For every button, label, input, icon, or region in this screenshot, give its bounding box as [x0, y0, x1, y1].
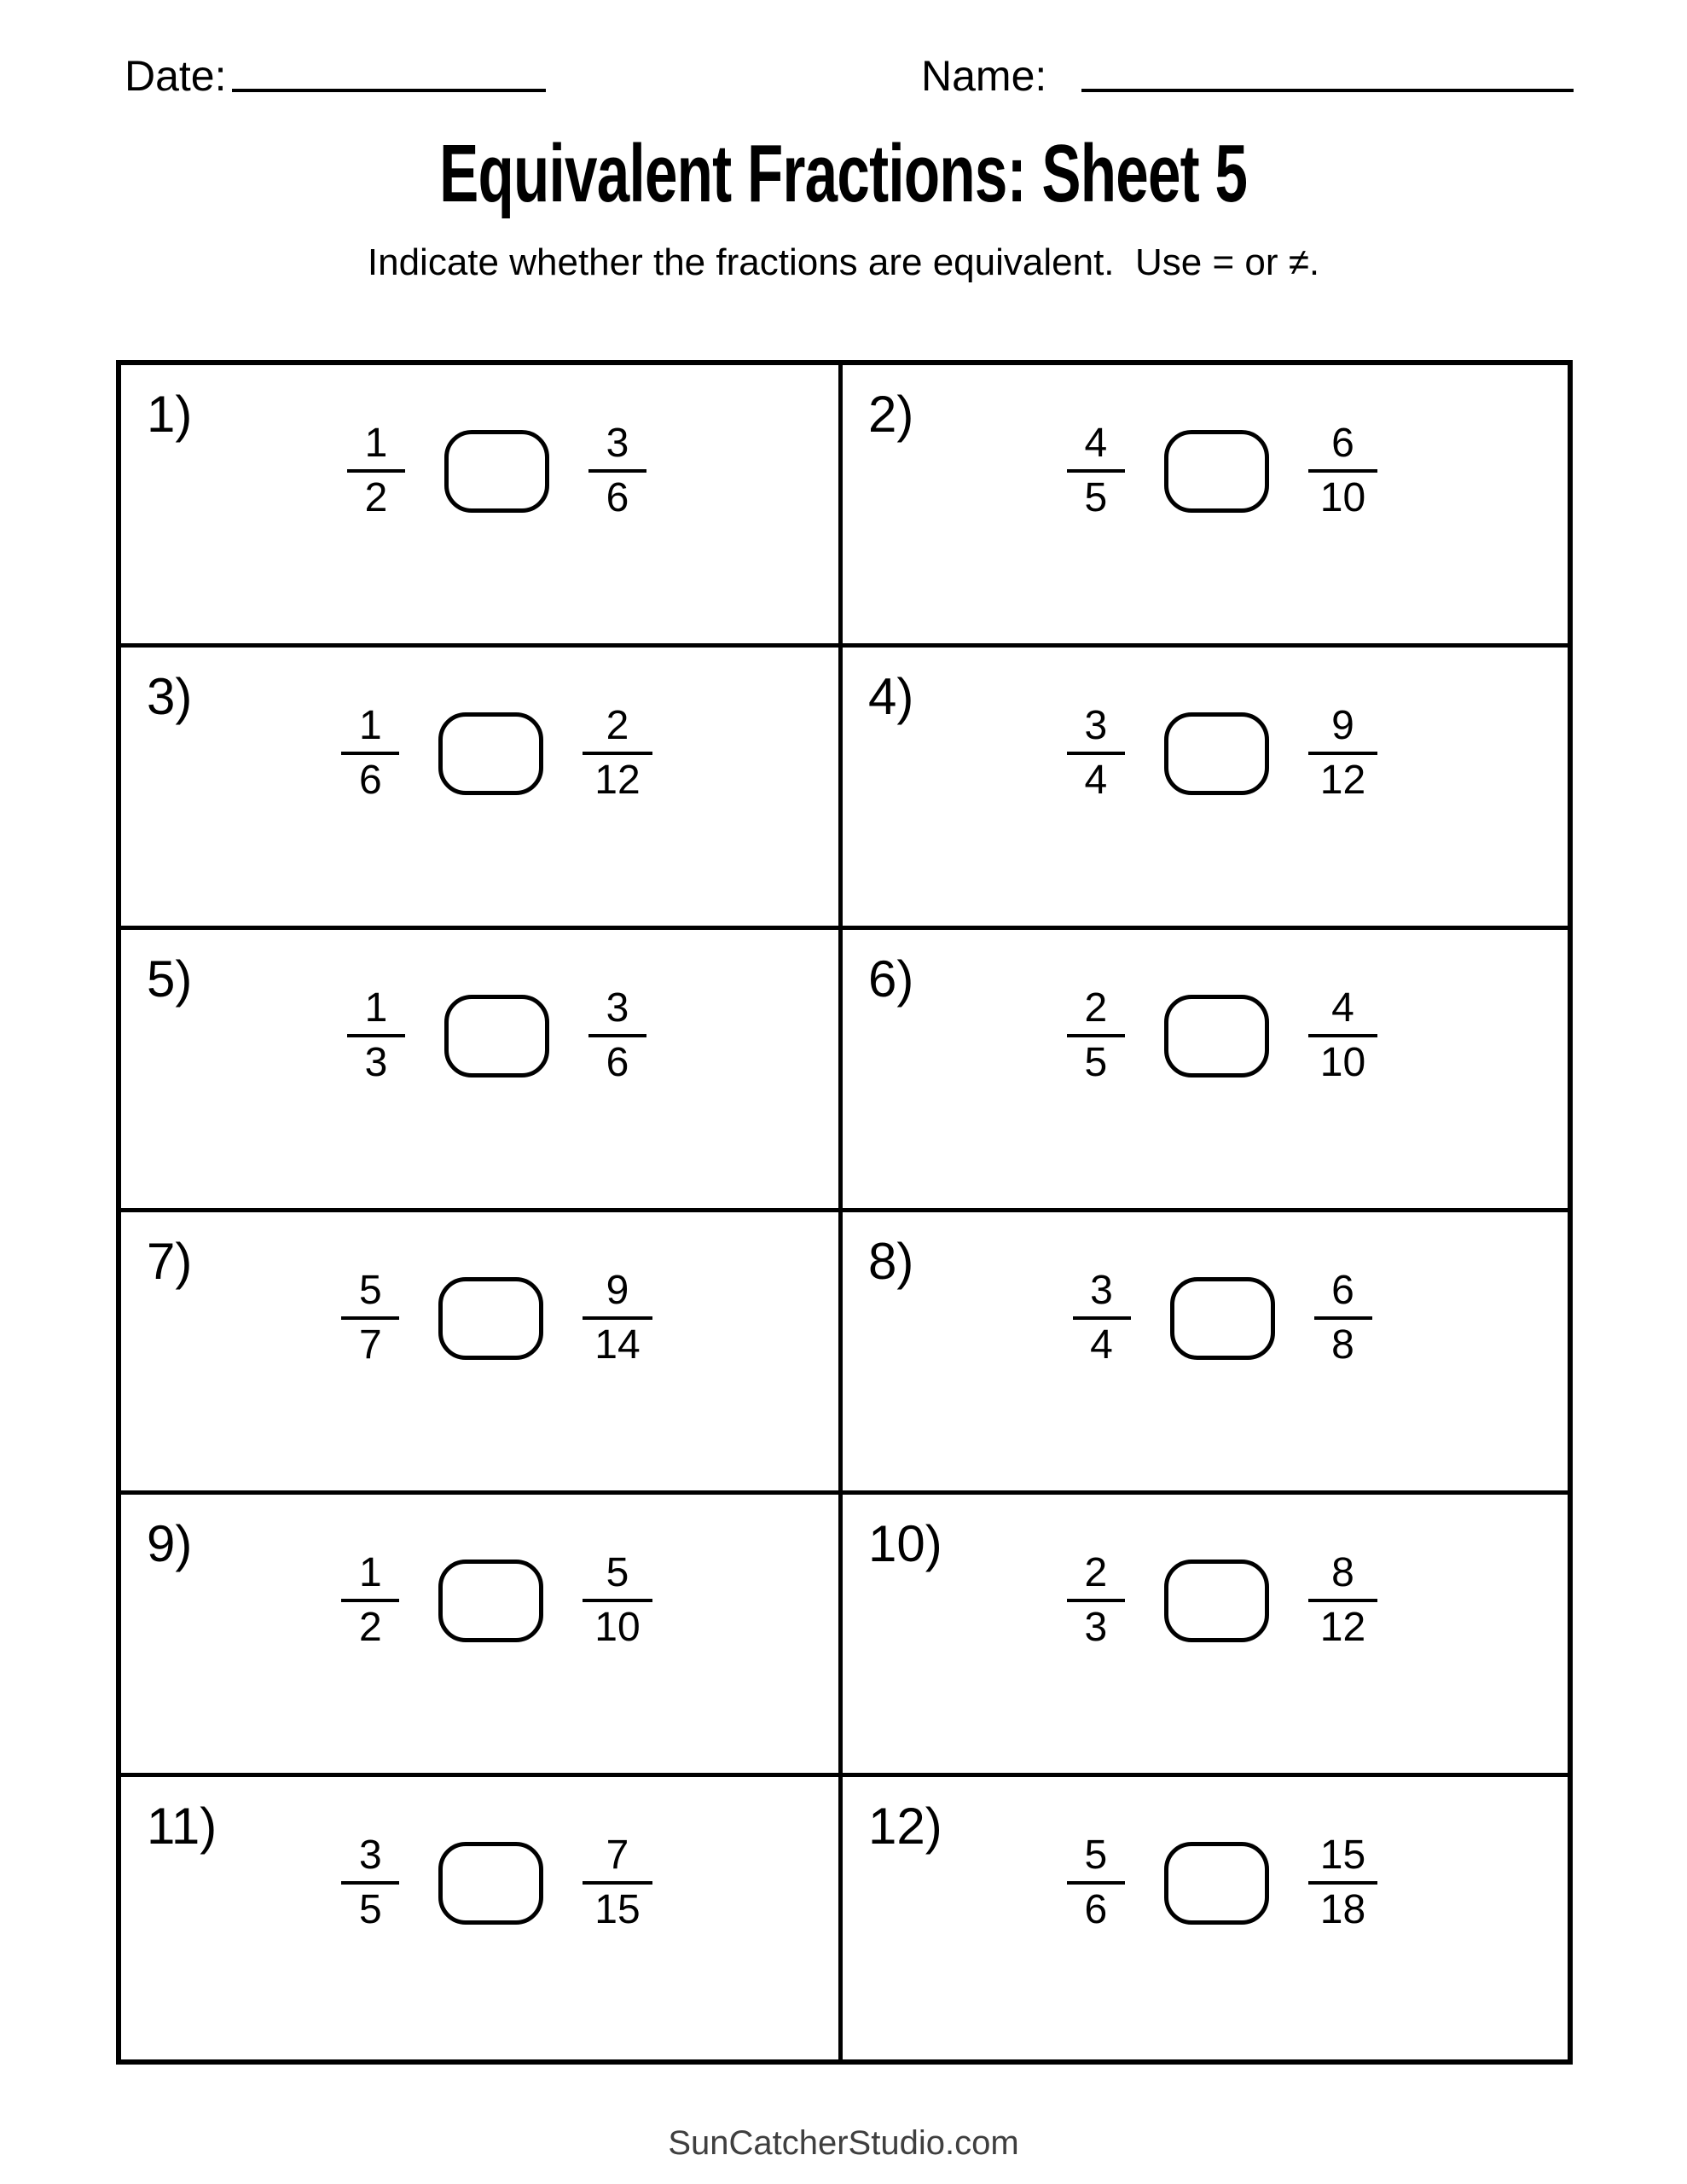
fraction-left	[341, 1550, 399, 1650]
numerator: 9	[1331, 703, 1354, 748]
fraction-bar	[1308, 752, 1377, 755]
denominator: 12	[1319, 1605, 1366, 1650]
denominator: 12	[1319, 758, 1366, 803]
fraction-right	[1314, 1270, 1372, 1366]
footer-credit: SunCatcherStudio.com	[668, 2124, 1019, 2162]
answer-box[interactable]	[438, 1842, 543, 1925]
problem-number: 5)	[147, 950, 193, 1008]
problem-row	[860, 1550, 1585, 1650]
numerator: 8	[1331, 1550, 1354, 1595]
problem-number: 8)	[868, 1233, 914, 1290]
problem-row	[138, 1835, 855, 1931]
problem-row	[138, 1550, 855, 1650]
fraction-right	[1308, 423, 1377, 519]
problem-row	[138, 423, 855, 519]
problem-cell-5	[121, 930, 843, 1212]
problem-cell-7	[121, 1212, 843, 1495]
fraction-right	[583, 1270, 652, 1366]
fraction-right	[1308, 985, 1377, 1085]
denominator: 2	[358, 1605, 382, 1650]
denominator: 2	[364, 475, 388, 520]
problem-cell-8	[843, 1212, 1568, 1495]
name-input-line[interactable]	[1081, 89, 1574, 92]
denominator: 3	[364, 1040, 388, 1085]
problem-number: 12)	[868, 1798, 942, 1855]
numerator: 4	[1084, 421, 1108, 466]
problem-number: 7)	[147, 1233, 193, 1290]
instruction-text: Indicate whether the fractions are equivalent. Use = or ≠.	[367, 241, 1320, 283]
numerator: 5	[606, 1550, 629, 1595]
problem-row	[860, 1270, 1585, 1366]
numerator: 2	[606, 703, 629, 748]
fraction-bar	[341, 1316, 399, 1320]
fraction-bar	[1308, 1034, 1377, 1037]
problem-cell-4	[843, 648, 1568, 930]
problem-number: 1)	[147, 386, 193, 443]
numerator: 3	[1084, 703, 1108, 748]
answer-box[interactable]	[1164, 430, 1269, 513]
answer-box[interactable]	[444, 995, 549, 1077]
fraction-right	[1308, 1835, 1377, 1931]
fraction-bar	[1073, 1316, 1131, 1320]
denominator: 10	[1319, 475, 1366, 520]
fraction-bar	[583, 1599, 652, 1602]
denominator: 14	[594, 1322, 641, 1368]
answer-box[interactable]	[1164, 1560, 1269, 1642]
numerator: 15	[1319, 1833, 1366, 1878]
answer-box[interactable]	[1164, 995, 1269, 1077]
problems-grid	[116, 360, 1573, 2065]
problem-row	[860, 985, 1585, 1085]
fraction-left	[341, 703, 399, 803]
numerator: 6	[1331, 421, 1354, 466]
problem-row	[860, 423, 1585, 519]
denominator: 12	[594, 758, 641, 803]
denominator: 6	[606, 475, 629, 520]
date-label: Date:	[125, 52, 227, 100]
fraction-bar	[1314, 1316, 1372, 1320]
fraction-left	[1067, 985, 1125, 1085]
problem-number: 9)	[147, 1515, 193, 1572]
answer-box[interactable]	[438, 1277, 543, 1360]
denominator: 5	[1084, 475, 1108, 520]
denominator: 4	[1084, 758, 1108, 803]
fraction-left	[341, 1835, 399, 1931]
page-title	[0, 128, 1687, 219]
problem-cell-9	[121, 1495, 843, 1777]
problem-cell-2	[843, 365, 1568, 648]
numerator: 5	[1084, 1833, 1108, 1878]
numerator: 1	[358, 1550, 382, 1595]
fraction-bar	[588, 469, 646, 473]
problem-row	[860, 1835, 1585, 1931]
denominator: 10	[1319, 1040, 1366, 1085]
fraction-bar	[583, 1316, 652, 1320]
numerator: 2	[1084, 985, 1108, 1031]
denominator: 7	[358, 1322, 382, 1368]
fraction-right	[583, 1835, 652, 1931]
fraction-right	[583, 1550, 652, 1650]
page-title-text: Equivalent Fractions: Sheet 5	[439, 128, 1248, 219]
fraction-bar	[1308, 1599, 1377, 1602]
fraction-bar	[1308, 469, 1377, 473]
problem-number: 2)	[868, 386, 914, 443]
numerator: 2	[1084, 1550, 1108, 1595]
fraction-left	[347, 985, 405, 1085]
problem-cell-11	[121, 1777, 843, 2059]
answer-box[interactable]	[438, 712, 543, 795]
fraction-bar	[347, 1034, 405, 1037]
fraction-left	[1067, 423, 1125, 519]
denominator: 4	[1090, 1322, 1113, 1368]
denominator: 18	[1319, 1887, 1366, 1932]
answer-box[interactable]	[1170, 1277, 1275, 1360]
fraction-bar	[583, 752, 652, 755]
answer-box[interactable]	[1164, 1842, 1269, 1925]
problem-row	[860, 703, 1585, 803]
fraction-bar	[1067, 752, 1125, 755]
numerator: 3	[1090, 1268, 1113, 1313]
denominator: 5	[358, 1887, 382, 1932]
fraction-right	[1308, 703, 1377, 803]
numerator: 3	[358, 1833, 382, 1878]
denominator: 3	[1084, 1605, 1108, 1650]
fraction-left	[341, 1270, 399, 1366]
fraction-bar	[583, 1881, 652, 1885]
problem-cell-10	[843, 1495, 1568, 1777]
denominator: 6	[358, 758, 382, 803]
fraction-bar	[341, 1599, 399, 1602]
problem-row	[138, 703, 855, 803]
fraction-left	[1067, 1550, 1125, 1650]
numerator: 6	[1331, 1268, 1354, 1313]
fraction-right	[588, 985, 646, 1085]
problem-number: 4)	[868, 668, 914, 725]
numerator: 5	[358, 1268, 382, 1313]
fraction-bar	[341, 1881, 399, 1885]
problem-number: 11)	[147, 1798, 217, 1855]
denominator: 8	[1331, 1322, 1354, 1368]
numerator: 1	[364, 985, 388, 1031]
problem-cell-1	[121, 365, 843, 648]
denominator: 5	[1084, 1040, 1108, 1085]
fraction-bar	[347, 469, 405, 473]
fraction-bar	[341, 752, 399, 755]
denominator: 10	[594, 1605, 641, 1650]
problem-cell-3	[121, 648, 843, 930]
answer-box[interactable]	[1164, 712, 1269, 795]
denominator: 15	[594, 1887, 641, 1932]
numerator: 9	[606, 1268, 629, 1313]
problem-cell-6	[843, 930, 1568, 1212]
fraction-bar	[1067, 1599, 1125, 1602]
problem-number: 6)	[868, 950, 914, 1008]
numerator: 4	[1331, 985, 1354, 1031]
fraction-bar	[1067, 1881, 1125, 1885]
problem-number: 3)	[147, 668, 193, 725]
fraction-left	[347, 423, 405, 519]
fraction-bar	[1067, 1034, 1125, 1037]
fraction-right	[583, 703, 652, 803]
problem-row	[138, 1270, 855, 1366]
numerator: 1	[364, 421, 388, 466]
fraction-left	[1073, 1270, 1131, 1366]
answer-box[interactable]	[444, 430, 549, 513]
fraction-left	[1067, 1835, 1125, 1931]
fraction-left	[1067, 703, 1125, 803]
answer-box[interactable]	[438, 1560, 543, 1642]
numerator: 3	[606, 985, 629, 1031]
problem-row	[138, 985, 855, 1085]
numerator: 3	[606, 421, 629, 466]
fraction-right	[588, 423, 646, 519]
denominator: 6	[1084, 1887, 1108, 1932]
numerator: 1	[358, 703, 382, 748]
denominator: 6	[606, 1040, 629, 1085]
name-label: Name:	[921, 52, 1047, 100]
fraction-right	[1308, 1550, 1377, 1650]
fraction-bar	[1067, 469, 1125, 473]
numerator: 7	[606, 1833, 629, 1878]
date-input-line[interactable]	[232, 89, 546, 92]
fraction-bar	[588, 1034, 646, 1037]
problem-cell-12	[843, 1777, 1568, 2059]
fraction-bar	[1308, 1881, 1377, 1885]
problem-number: 10)	[868, 1515, 942, 1572]
